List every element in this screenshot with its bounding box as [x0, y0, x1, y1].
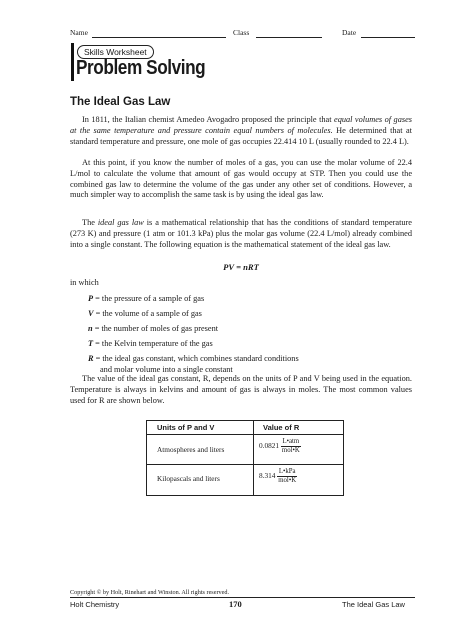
stp-paragraph [70, 158, 412, 201]
table-row-divider [147, 464, 343, 465]
definition-item [88, 293, 418, 308]
name-field-line [92, 37, 226, 38]
in-which-label: in which [70, 278, 99, 287]
definition-text: = the volume of a sample of gas [93, 309, 202, 318]
units-denominator: mol•K [281, 447, 300, 454]
definition-text: = the Kelvin temperature of the gas [93, 339, 213, 348]
student-info-line [70, 28, 415, 42]
para4-text: The value of the ideal gas constant, R, depends on the units of P and V being used in the equation. Temperature is always in kelvins and amount of gas is always in moles. The most common values used for R are shown below. [70, 374, 412, 405]
table-header-units: Units of P and V [157, 423, 215, 432]
title-accent-bar [71, 43, 74, 81]
table-cell-units: Atmospheres and liters [157, 445, 225, 454]
definition-text: = the number of moles of gas present [92, 324, 219, 333]
units-numerator: L•atm [282, 438, 300, 445]
footer-rule [70, 597, 415, 598]
para3-text-c: is a mathematical relationship that has the conditions of standard temperature (273 K) and pressure (1 atm or 101.3 kPa) plus the molar gas volume (22.4 L/mol) already combined into a single constant. The following equation is the mathematical statement of the ideal gas law. [70, 218, 412, 249]
table-cell-value [259, 468, 297, 485]
table-column-divider [253, 421, 254, 495]
table-cell-units: Kilopascals and liters [157, 474, 220, 483]
date-field-line [361, 37, 415, 38]
gas-constant-table [146, 420, 344, 496]
definition-continuation: and molar volume into a single constant [100, 365, 233, 374]
definition-variable: P [88, 294, 94, 303]
para1-text-a: In 1811, the Italian chemist Amedeo Avogadro proposed the principle that [82, 115, 335, 124]
class-label: Class [233, 28, 250, 37]
definition-variable: V [88, 309, 94, 318]
para3-text-italic: ideal gas law [97, 218, 144, 227]
definition-item [88, 308, 418, 323]
gas-constant-paragraph [70, 374, 412, 406]
para2-text: At this point, if you know the number of moles of a gas, you can use the molar volume of 22.4 L/mol to calculate the volume that amount of gas would occupy at STP. Then you could use the combined gas law to determine the volume of the gas under any other set of conditions. However, a much simpler way to accomplish the same task is by using the ideal gas law. [70, 158, 412, 200]
date-label: Date [342, 28, 357, 37]
table-cell-value [259, 438, 301, 455]
r-value-number: 8.314 [259, 471, 276, 481]
table-header-value: Value of R [263, 423, 300, 432]
r-value-units [281, 438, 301, 455]
name-label: Name [70, 28, 88, 37]
para1-text-c: He determined that at standard temperature and pressure, one mole of gas occupies 22.414 10 L (usually rounded to 22.4 L). [70, 125, 412, 146]
units-denominator: mol•K [278, 477, 297, 484]
ideal-gas-law-paragraph [70, 218, 412, 250]
worksheet-badge: Skills Worksheet [77, 45, 154, 59]
definition-item [88, 323, 418, 338]
definition-variable: n [88, 324, 93, 333]
definition-variable: T [88, 339, 94, 348]
units-numerator: L•kPa [278, 468, 296, 475]
page-number: 170 [229, 599, 242, 609]
ideal-gas-equation: PV = nRT [223, 262, 259, 272]
intro-paragraph [70, 115, 412, 147]
page-title: Problem Solving [76, 57, 206, 79]
definition-variable: R [88, 354, 94, 363]
r-value-number: 0.0821 [259, 441, 280, 451]
definition-text: = the pressure of a sample of gas [93, 294, 205, 303]
section-heading: The Ideal Gas Law [70, 96, 171, 108]
footer-chapter-title: The Ideal Gas Law [342, 600, 405, 609]
class-field-line [256, 37, 322, 38]
para1-text-italic: equal volumes of gases at the same temperature and pressure contain equal numbers of molecules. [70, 115, 412, 135]
definition-item [88, 338, 418, 353]
footer-book-title: Holt Chemistry [70, 600, 120, 609]
copyright-notice: Copyright © by Holt, Rinehart and Winston. All rights reserved. [70, 589, 230, 596]
variable-definitions [88, 293, 418, 377]
r-value-units [277, 468, 297, 485]
para3-text-a: The [82, 218, 98, 227]
definition-text: = the ideal gas constant, which combines standard conditions [93, 354, 299, 363]
